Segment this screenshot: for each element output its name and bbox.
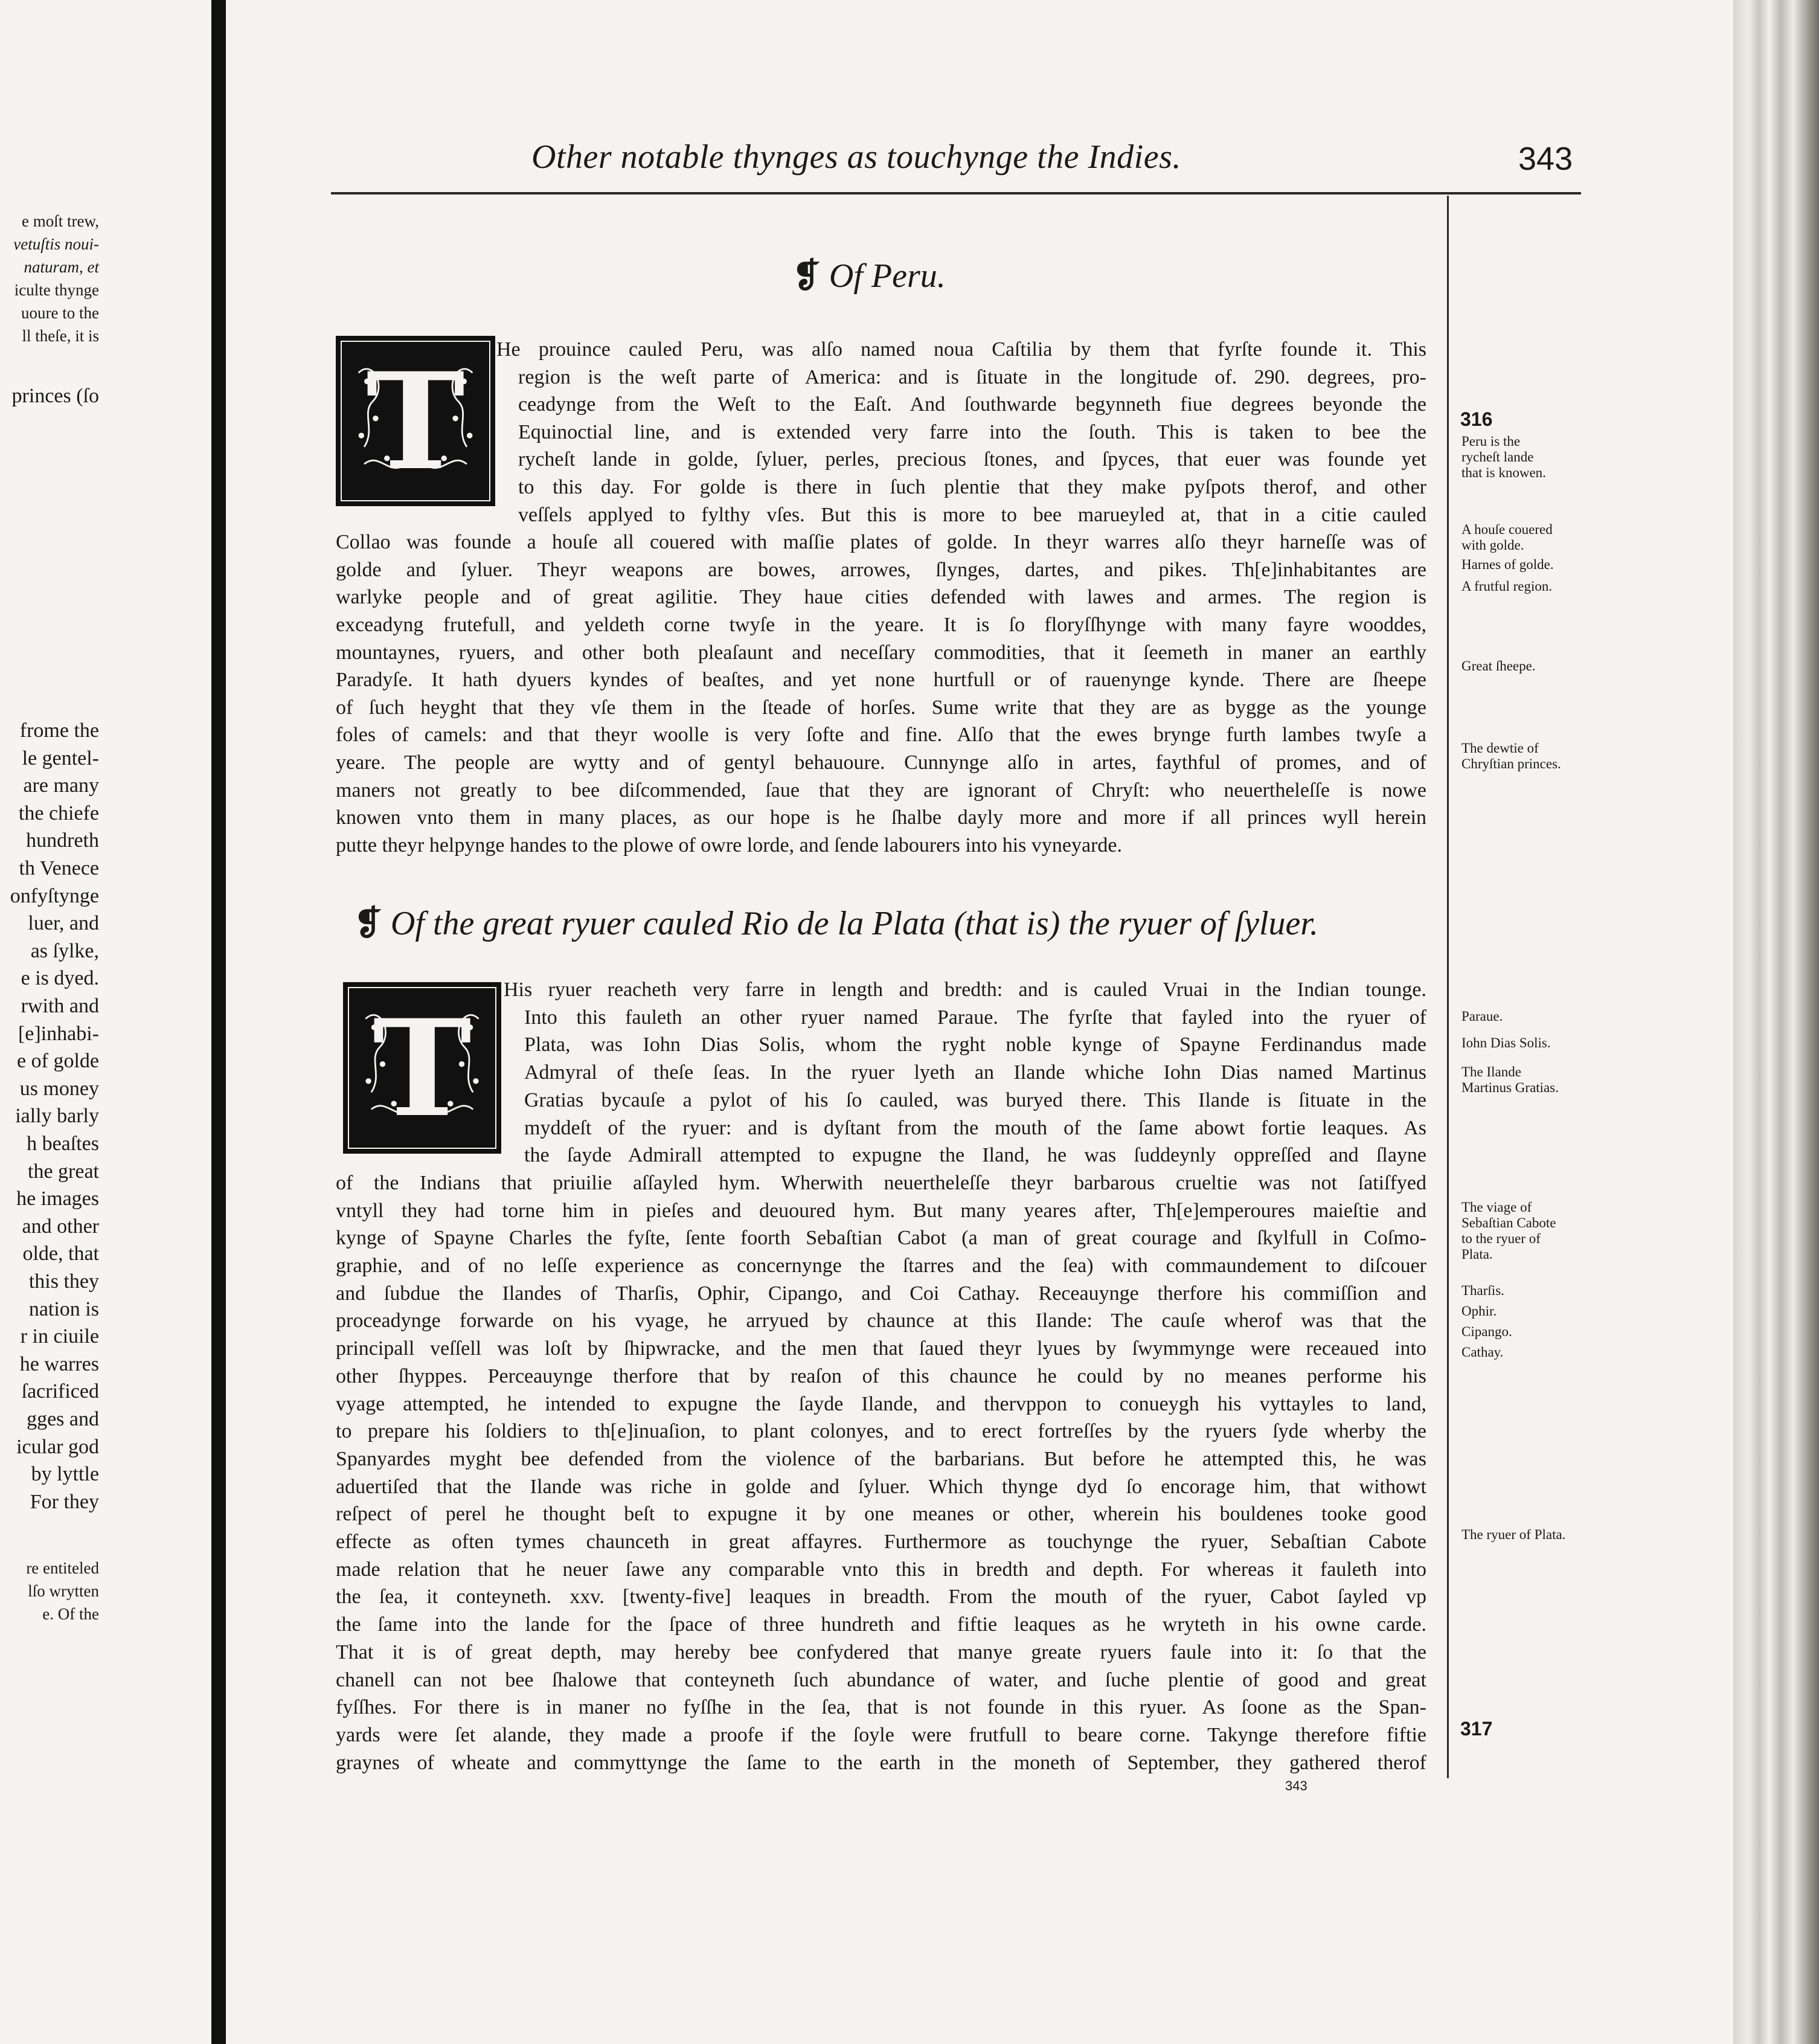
body-text-line: aduertiſed that the Ilande was riche in golde and ſyluer. Which thynge dyd ſo encorage him, that withowt xyxy=(336,1475,1426,1498)
body-text-line: effecte as often tymes chaunceth in great affayres. Furthermore as touchynge the ryuer, Sebaſtian Cabote xyxy=(336,1531,1426,1553)
body-text-line: made relation that he neuer ſawe any comparable vnto this in bredth and depth. For whereas it fauleth into xyxy=(336,1558,1426,1581)
body-text-line: chanell can not bee ſhalowe that conteyneth ſuch abundance of water, and ſuche plentie of good and great xyxy=(336,1668,1426,1691)
margin-note-line: Cipango. xyxy=(1461,1324,1512,1339)
body-text-line: to prepare his ſoldiers to th[e]inuaſion, to plant colonyes, and to erect fortreſſes by the ryuers ſyde wherby the xyxy=(336,1420,1426,1443)
margin-note-line: that is knowen. xyxy=(1461,465,1546,480)
margin-note xyxy=(1461,1200,1618,1262)
drop-cap-illuminated xyxy=(336,336,495,506)
drop-cap-letter: T xyxy=(373,989,472,1146)
margin-note: Harnes of golde. xyxy=(1461,557,1554,572)
section-heading-text: Of Peru. xyxy=(829,257,946,295)
margin-note-line: The viage of xyxy=(1461,1200,1532,1215)
margin-note xyxy=(1461,1283,1618,1360)
margin-note-line: Cathay. xyxy=(1461,1345,1504,1360)
left-page-line: ll theſe, it is xyxy=(22,327,99,345)
margin-note: A frutful region. xyxy=(1461,579,1553,594)
body-text-line: region is the weſt parte of America: and is ſituate in the longitude of. 290. degrees, pro- xyxy=(518,365,1426,388)
body-text-line: the ſame into the lande for the ſpace of three hundreth and fiftie leaques as he wryteth in his owne carde. xyxy=(336,1613,1426,1636)
body-text-line: knowen vnto them in many places, as our hope is he ſhalbe dayly more and more if all princes wyll herein xyxy=(336,806,1426,829)
body-text-line: to this day. For golde is there in ſuch plentie that they make pyſpots therof, and other xyxy=(518,476,1426,498)
page-edge-stack xyxy=(1733,0,1819,2044)
body-text-line: myddeſt of the ryuer: and is dyſtant from the mouth of the ſame abowt fortie leaques. As xyxy=(524,1116,1426,1139)
left-page-line: h beaſtes xyxy=(27,1133,99,1155)
body-text-line: principall veſſell was loſt by ſhipwracke, and the men that ſaued theyr lyues by ſwymmynge were receaued into xyxy=(336,1337,1426,1360)
body-text-line: His ryuer reacheth very farre in length and bredth: and is cauled Vruai in the Indian tounge. xyxy=(504,979,1426,1001)
body-text-line: ceadynge from the Weſt to the Eaſt. And ſouthwarde begynneth fiue degrees beyonde the xyxy=(518,393,1426,416)
margin-rule xyxy=(1447,196,1449,1778)
left-page-line: he images xyxy=(16,1188,99,1210)
body-text-line: putte theyr helpynge handes to the plowe of owre lorde, and ſende labourers into his vyneyarde. xyxy=(336,834,1122,856)
margin-note-line: Martinus Gratias. xyxy=(1461,1080,1559,1095)
body-text-line: veſſels applyed to fylthy vſes. But this is more to bee marueyled at, that in a citie cauled xyxy=(518,503,1426,526)
left-page-line: naturam, et xyxy=(24,258,99,276)
left-page-line: rwith and xyxy=(21,995,99,1017)
left-page-line: ially barly xyxy=(15,1105,99,1128)
margin-note xyxy=(1461,741,1618,772)
left-page-line: olde, that xyxy=(22,1242,99,1265)
body-text-line: graynes of wheate and commyttynge the ſame to the earth in the moneth of September, they gathered therof xyxy=(336,1751,1426,1774)
left-page-line: the great xyxy=(28,1160,99,1183)
left-page-line: e moſt trew, xyxy=(22,212,99,230)
pilcrow-icon: ❡ xyxy=(792,257,821,295)
margin-note-line: with golde. xyxy=(1461,538,1524,553)
left-page-line: icular god xyxy=(16,1435,99,1458)
margin-note-line: The Ilande xyxy=(1461,1064,1521,1079)
left-page-line: le gentel- xyxy=(22,747,99,770)
body-text-line: Spanyardes myght bee defended from the violence of the barbarians. But before he attempted this, he was xyxy=(336,1447,1426,1470)
header-rule xyxy=(331,192,1581,194)
pilcrow-icon: ❡ xyxy=(354,905,382,942)
body-text-line: the ſayde Admirall attempted to expugne the Iland, he was ſuddeynly oppreſſed and ſlayne xyxy=(524,1144,1426,1167)
left-page-line: vetuſtis noui- xyxy=(13,235,99,253)
left-page-line: ſacrificed xyxy=(21,1380,99,1403)
left-page-line: us money xyxy=(19,1077,99,1100)
margin-note-line: Peru is the xyxy=(1461,434,1521,449)
body-text-line: vntyll they had torne him in pieſes and deuoured hym. But many yeares after, Th[e]emperoures maieſtie and xyxy=(336,1199,1426,1222)
body-text-line: of the Indians that priuilie aſſayled hym. Wherwith neuertheleſſe theyr barbarous crueltie was not ſatiſfyed xyxy=(336,1171,1426,1194)
left-page-line: r in ciuile xyxy=(20,1325,99,1348)
body-text-line: Admyral of theſe ſeas. In the ryuer lyeth an Ilande whiche Iohn Dias named Martinus xyxy=(524,1061,1426,1084)
left-page-line: the chiefe xyxy=(18,802,99,824)
body-text-line: Plata, was Iohn Dias Solis, whom the ryght noble kynge of Spayne Ferdinandus made xyxy=(524,1033,1426,1056)
left-page-line: e is dyed. xyxy=(21,967,99,990)
body-text-line: Into this fauleth an other ryuer named Paraue. The fyrſte that fayled into the ryuer of xyxy=(524,1006,1426,1029)
body-text-line: golde and ſyluer. Theyr weapons are bowes, arrowes, ſlynges, dartes, and pikes. Th[e]inhabitantes are xyxy=(336,558,1426,581)
left-page-line: nation is xyxy=(28,1297,99,1320)
margin-note xyxy=(1461,522,1618,553)
body-text-line: fyſſhes. For there is in maner no fyſſhe in the ſea, that is not founde in this ryuer. As ſoone as the Span- xyxy=(336,1696,1426,1719)
body-text-line: Collao was founde a houſe all couered with maſſie plates of golde. In theyr warres alſo theyr harneſſe was of xyxy=(336,531,1426,554)
left-page-line: gges and xyxy=(27,1408,99,1430)
body-text-line: other ſhyppes. Perceauynge therfore that by reaſon of this chaunce he could by no meanes performe his xyxy=(336,1364,1426,1387)
margin-note-line: The dewtie of xyxy=(1461,741,1539,756)
section-heading-rio-de-la-plata xyxy=(354,904,1318,943)
body-text-line: exceadyng frutefull, and yeldeth corne twyſe in the yeare. It is ſo floryſſhynge with many fayre wooddes, xyxy=(336,614,1426,636)
left-facing-page xyxy=(0,0,211,2044)
body-text-line: kynge of Spayne Charles the fyſte, ſente foorth Sebaſtian Cabot (a man of great courage and ſkylfull in Coſmo- xyxy=(336,1227,1426,1250)
body-text-line: yeare. The people are wytty and of gentyl behauoure. Cunnynge alſo in artes, faythful of promes, and of xyxy=(336,751,1426,774)
margin-note: Great ſheepe. xyxy=(1461,658,1536,673)
left-page-line: [e]inhabi- xyxy=(18,1022,99,1045)
left-page-line: For they xyxy=(30,1490,99,1513)
left-page-line: princes (ſo xyxy=(11,385,99,407)
margin-note-line: Ophir. xyxy=(1461,1303,1497,1319)
body-text-line: the ſea, it conteyneth. xxv. [twenty-five] leaques in breadth. From the mouth of the ryuer, Cabot ſayled vp xyxy=(336,1586,1426,1609)
footer-page-number: 343 xyxy=(1285,1778,1307,1793)
book-gutter xyxy=(211,0,226,2044)
running-head-title: Other notable thynges as touchynge the Indies. xyxy=(531,138,1181,176)
body-text-line: Paradyſe. It hath dyuers kyndes of beaſtes, and yet none hurtfull or of rauenynge kynde. There are ſheepe xyxy=(336,669,1426,692)
left-page-line: th Venece xyxy=(19,857,99,879)
drop-cap-letter: T xyxy=(366,342,465,500)
section-heading-peru xyxy=(792,256,946,295)
body-text-line: That it is of great depth, may hereby bee confydered that manye greate ryuers faule into it: ſo that the xyxy=(336,1641,1426,1663)
margin-page-ref: 316 xyxy=(1460,408,1493,430)
left-page-line: are many xyxy=(23,774,99,797)
section-heading-text: Of the great ryuer cauled Rio de la Plata (that is) the ryuer of ſyluer. xyxy=(390,905,1318,942)
body-text-line: vyage attempted, he intended to expugne the ſayde Ilande, and thervppon to conueygh his vyttayles to land, xyxy=(336,1392,1426,1415)
margin-note-line: Tharſis. xyxy=(1461,1283,1504,1298)
left-page-line: this they xyxy=(28,1270,99,1293)
left-page-line: uoure to the xyxy=(21,304,99,322)
drop-cap-illuminated xyxy=(343,982,501,1154)
left-page-line: as ſylke, xyxy=(30,939,99,962)
margin-note xyxy=(1461,434,1618,481)
body-text-line: and ſubdue the Ilandes of Tharſis, Ophir, Cipango, and Coi Cathay. Receauynge therfore his commiſſion and xyxy=(336,1282,1426,1305)
left-page-line: onfyſtynge xyxy=(10,884,99,907)
left-page-line: by lyttle xyxy=(31,1463,99,1486)
margin-note-line: A houſe couered xyxy=(1461,522,1553,537)
body-text-line: Equinoctial line, and is extended very farre into the ſouth. This is taken to bee the xyxy=(518,420,1426,443)
left-page-line: luer, and xyxy=(28,912,99,935)
left-page-line: e of golde xyxy=(17,1050,99,1073)
left-page-line: he warres xyxy=(19,1352,99,1375)
margin-note: The ryuer of Plata. xyxy=(1461,1527,1566,1542)
page-number: 343 xyxy=(1518,141,1573,177)
body-text-line: reſpect of perel he thought beſt to expugne it by one meanes or other, wherein his bouldenes tooke good xyxy=(336,1503,1426,1526)
margin-note-line: Plata. xyxy=(1461,1247,1493,1262)
body-text-line: proceadynge forwarde on his vyage, he arryued by chaunce at this Ilande: The cauſe wherof was that the xyxy=(336,1310,1426,1332)
body-text-line: of ſuch heyght that they vſe them in the ſteade of horſes. Sume write that they are as bygge as the younge xyxy=(336,696,1426,719)
body-text-line: He prouince cauled Peru, was alſo named noua Caſtilia by them that fyrſte founde it. This xyxy=(496,338,1426,361)
left-page-line: lſo wrytten xyxy=(28,1582,99,1600)
margin-note: Iohn Dias Solis. xyxy=(1461,1035,1551,1050)
margin-page-ref: 317 xyxy=(1460,1718,1493,1740)
left-page-line: iculte thynge xyxy=(14,281,99,299)
left-page-line: and other xyxy=(22,1215,99,1238)
margin-note-line: Chryſtian princes. xyxy=(1461,756,1561,771)
margin-note-line: rycheſt lande xyxy=(1461,449,1534,464)
margin-note-line: to the ryuer of xyxy=(1461,1231,1541,1246)
body-text-line: mountaynes, ryuers, and other both pleaſaunt and neceſſary commodities, that it ſeemeth in maner an earthly xyxy=(336,641,1426,664)
margin-note-line: Sebaſtian Cabote xyxy=(1461,1215,1556,1230)
body-text-line: warlyke people and of great agilitie. They haue cities defended with lawes and armes. The region is xyxy=(336,586,1426,609)
left-page-line: frome the xyxy=(19,719,99,742)
body-text-line: foles of camels: and that theyr woolle is very ſofte and fine. Alſo that the ewes brynge furth lambes twyſe a xyxy=(336,724,1426,747)
left-page-line: e. Of the xyxy=(42,1605,99,1623)
body-text-line: maners not greatly to bee diſcommended, ſaue that they are ignorant of Chryſt: who neuertheleſſe is nowe xyxy=(336,779,1426,802)
body-text-line: Gratias bycauſe a pylot of his ſo cauled, was buryed there. This Ilande is ſituate in the xyxy=(524,1088,1426,1111)
left-page-line: re entiteled xyxy=(26,1559,99,1577)
left-page-line: hundreth xyxy=(26,829,99,852)
margin-note: Paraue. xyxy=(1461,1009,1503,1024)
body-text-line: rycheſt lande in golde, ſyluer, perles, precious ſtones, and ſpyces, that euer was founde yet xyxy=(518,448,1426,471)
margin-note xyxy=(1461,1064,1618,1096)
body-text-line: yards were ſet alande, they made a proofe if the ſoyle were frutfull to beare corne. Takynge therefore fiftie xyxy=(336,1723,1426,1746)
body-text-line: graphie, and of no leſſe experience as concernynge the ſtarres and the ſea) with commaundement to diſcouer xyxy=(336,1255,1426,1277)
